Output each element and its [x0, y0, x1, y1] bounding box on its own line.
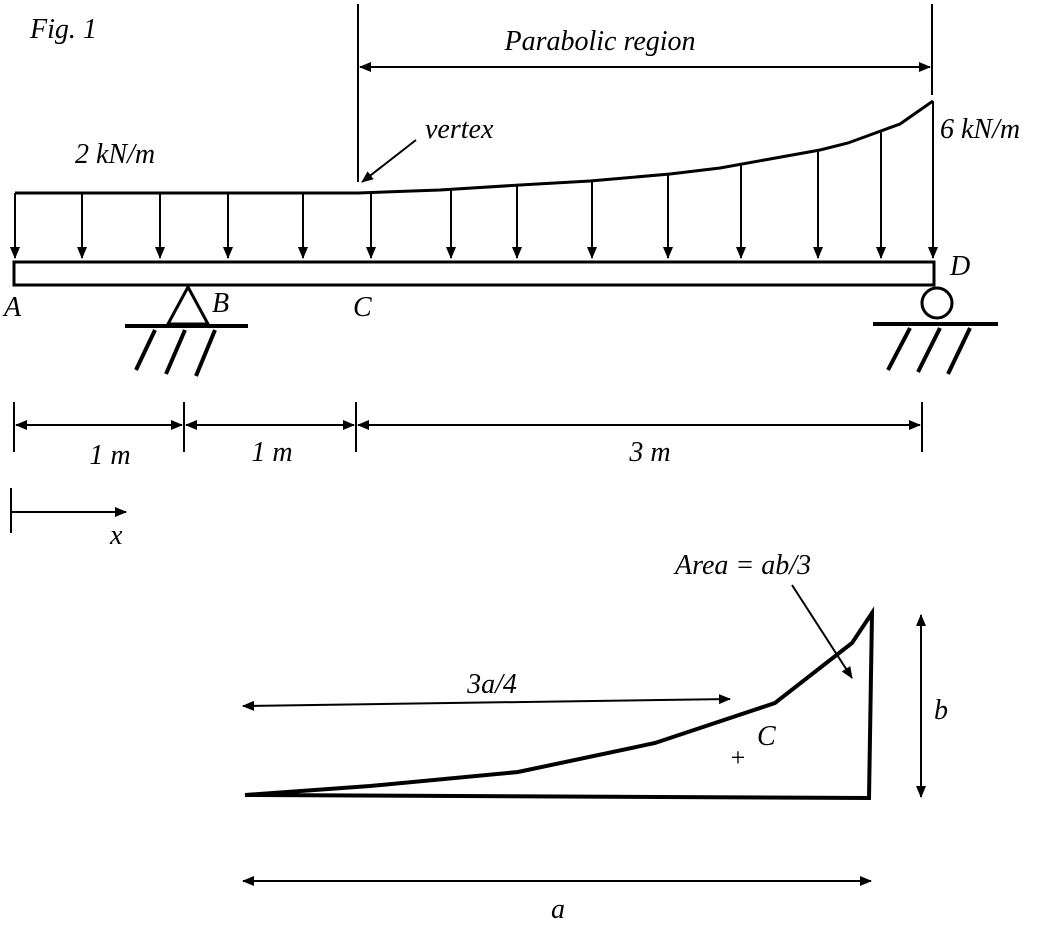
height-label: b	[934, 695, 948, 726]
point-a-label: A	[4, 292, 22, 323]
pin-support	[125, 287, 248, 376]
figure-title: Fig. 1	[30, 14, 97, 45]
span-dimensions	[14, 402, 922, 452]
point-d-label: D	[950, 251, 971, 282]
centroid-label: C	[757, 721, 776, 752]
vertex-label: vertex	[425, 114, 494, 145]
span-ab-label: 1 m	[89, 440, 131, 471]
parabolic-region-dimension	[358, 4, 932, 182]
width-label: a	[551, 894, 565, 925]
parabolic-region-label: Parabolic region	[504, 26, 696, 57]
area-label: Area = ab/3	[675, 550, 812, 581]
beam	[14, 262, 934, 285]
point-c-label: C	[353, 292, 372, 323]
load-right-label: 6 kN/m	[940, 114, 1021, 145]
point-b-label: B	[212, 288, 230, 319]
span-bc-label: 1 m	[251, 437, 293, 468]
x-axis-indicator	[11, 488, 126, 533]
roller-support	[873, 288, 998, 374]
centroid-distance-dimension	[243, 699, 730, 706]
load-left-label: 2 kN/m	[75, 139, 156, 170]
span-cd-label: 3 m	[629, 437, 671, 468]
centroid-marker: +	[730, 743, 746, 772]
vertex-callout	[362, 114, 494, 182]
x-axis-label: x	[110, 520, 123, 551]
centroid-distance-label: 3a/4	[467, 669, 517, 700]
